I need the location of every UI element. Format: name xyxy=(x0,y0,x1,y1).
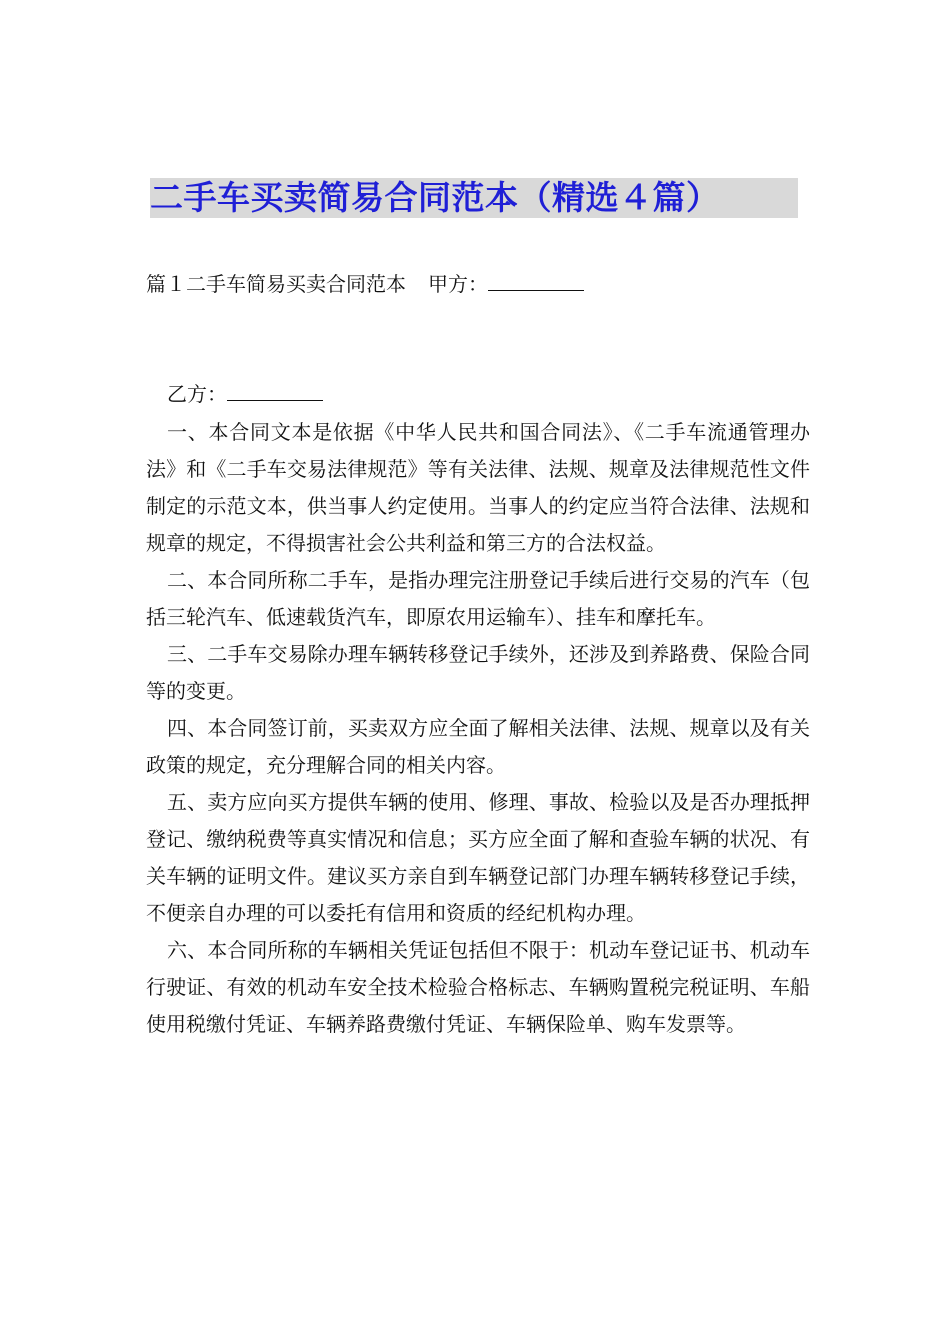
paragraph-4: 四、本合同签订前，买卖双方应全面了解相关法律、法规、规章以及有关政策的规定，充分理解合同的相关内容。 xyxy=(146,716,810,777)
section-heading: 篇１二手车简易买卖合同范本 xyxy=(146,272,406,296)
paragraph-6: 六、本合同所称的车辆相关凭证包括但不限于：机动车登记证书、机动车行驶证、有效的机动车安全技术检验合格标志、车辆购置税完税证明、车船使用税缴付凭证、车辆养路费缴付凭证、车辆保险单、购车发票等。 xyxy=(146,938,810,1036)
party-b-label: 乙方： xyxy=(167,382,227,406)
party-b-line xyxy=(167,378,323,410)
party-a-blank xyxy=(488,270,584,291)
party-b-blank xyxy=(227,380,323,401)
paragraph-2: 二、本合同所称二手车，是指办理完注册登记手续后进行交易的汽车（包括三轮汽车、低速载货汽车，即原农用运输车）、挂车和摩托车。 xyxy=(146,568,810,629)
document-title: 二手车买卖简易合同范本（精选４篇） xyxy=(150,178,798,218)
paragraph-3: 三、二手车交易除办理车辆转移登记手续外，还涉及到养路费、保险合同等的变更。 xyxy=(146,642,810,703)
section-heading-line xyxy=(146,268,584,300)
contract-body xyxy=(146,414,810,1043)
paragraph-5: 五、卖方应向买方提供车辆的使用、修理、事故、检验以及是否办理抵押登记、缴纳税费等真实情况和信息；买方应全面了解和查验车辆的状况、有关车辆的证明文件。建议买方亲自到车辆登记部门办理车辆转移登记手续，不便亲自办理的可以委托有信用和资质的经纪机构办理。 xyxy=(146,790,810,925)
paragraph-1: 一、本合同文本是依据《中华人民共和国合同法》、《二手车流通管理办法》和《二手车交易法律规范》等有关法律、法规、规章及法律规范性文件制定的示范文本，供当事人约定使用。当事人的约定应当符合法律、法规和规章的规定，不得损害社会公共利益和第三方的合法权益。 xyxy=(146,420,810,555)
party-a-label: 甲方： xyxy=(428,272,488,296)
